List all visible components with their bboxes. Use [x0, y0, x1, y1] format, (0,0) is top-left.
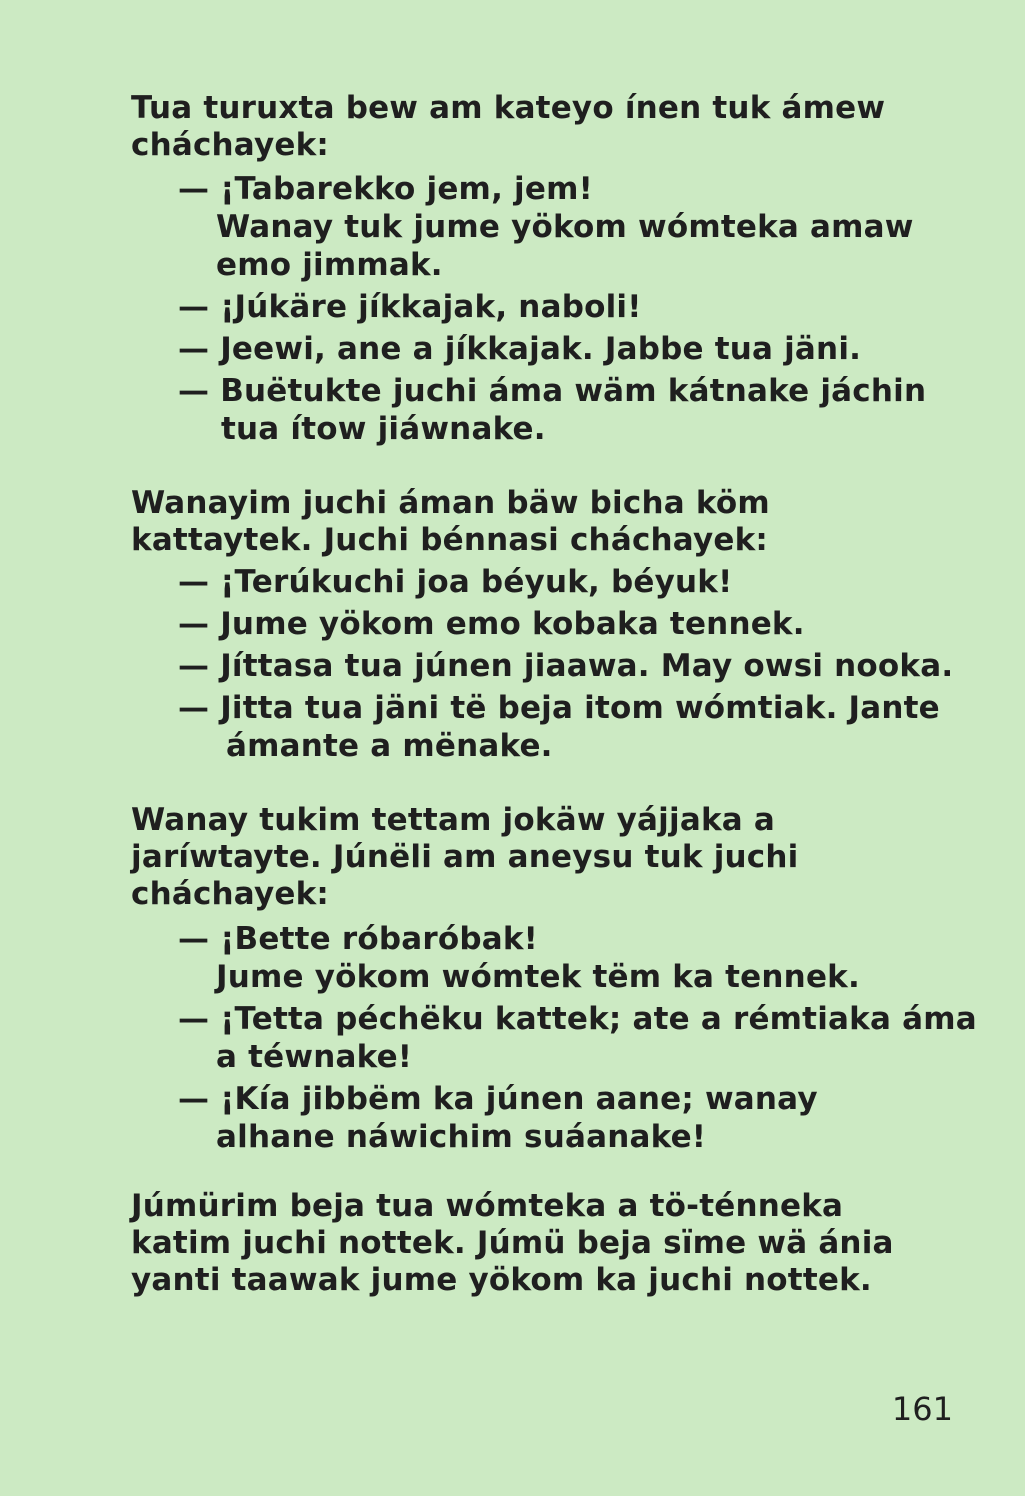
dialogue-line: — Buëtukte juchi áma wäm kátnake jáchin	[178, 373, 927, 409]
dialogue-line: — Jitta tua jäni të beja itom wómtiak. Jante	[178, 690, 940, 726]
dialogue-line: — ¡Bette róbaróbak!	[178, 921, 538, 957]
dialogue-continuation: Jume yökom wómtek tëm ka tennek.	[216, 959, 860, 995]
dialogue-block-3	[178, 920, 977, 1156]
text-line: jaríwtayte. Júnëli am aneysu tuk juchi	[131, 839, 799, 875]
paragraph-4	[131, 1188, 971, 1299]
dialogue-line: — Jume yökom emo kobaka tennek.	[178, 606, 805, 642]
dialogue-continuation: alhane náwichim suáanake!	[216, 1119, 707, 1155]
dialogue-block-2	[178, 563, 968, 765]
dialogue-line: — ¡Júkäre jíkkajak, naboli!	[178, 289, 642, 325]
dialogue-continuation: a téwnake!	[216, 1039, 413, 1075]
text-line: Wanay tukim tettam jokäw yájjaka a	[131, 802, 775, 838]
paragraph-1	[131, 90, 971, 164]
dialogue-continuation: ámante a mënake.	[226, 728, 553, 764]
text-line: yanti taawak jume yökom ka juchi nottek.	[131, 1262, 872, 1298]
dialogue-line: — ¡Tetta péchëku kattek; ate a rémtiaka áma	[178, 1001, 977, 1037]
dialogue-line: — ¡Kía jibbëm ka júnen aane; wanay	[178, 1081, 818, 1117]
dialogue-continuation: Wanay tuk jume yökom wómteka amaw	[216, 209, 914, 245]
text-line: Wanayim juchi áman bäw bicha köm	[131, 485, 770, 521]
dialogue-line: — Jíttasa tua júnen jiaawa. May owsi nooka.	[178, 648, 954, 684]
dialogue-line: — Jeewi, ane a jíkkajak. Jabbe tua jäni.	[178, 331, 862, 367]
dialogue-continuation: emo jimmak.	[216, 247, 443, 283]
dialogue-line: — ¡Tabarekko jem, jem!	[178, 171, 593, 207]
text-line: Tua turuxta bew am kateyo ínen tuk ámew	[131, 90, 886, 126]
dialogue-line: — ¡Terúkuchi joa béyuk, béyuk!	[178, 564, 733, 600]
text-line: katim juchi nottek. Júmü beja sïme wä ánia	[131, 1225, 894, 1261]
dialogue-block-1	[178, 170, 968, 448]
paragraph-2	[131, 485, 971, 559]
text-line: cháchayek:	[131, 127, 330, 163]
page-number: 161	[891, 1390, 953, 1428]
text-line: kattaytek. Juchi bénnasi cháchayek:	[131, 522, 769, 558]
text-line: cháchayek:	[131, 876, 330, 912]
dialogue-continuation: tua ítow jiáwnake.	[221, 411, 546, 447]
paragraph-3	[131, 802, 971, 913]
text-line: Júmürim beja tua wómteka a tö-ténneka	[131, 1188, 844, 1224]
